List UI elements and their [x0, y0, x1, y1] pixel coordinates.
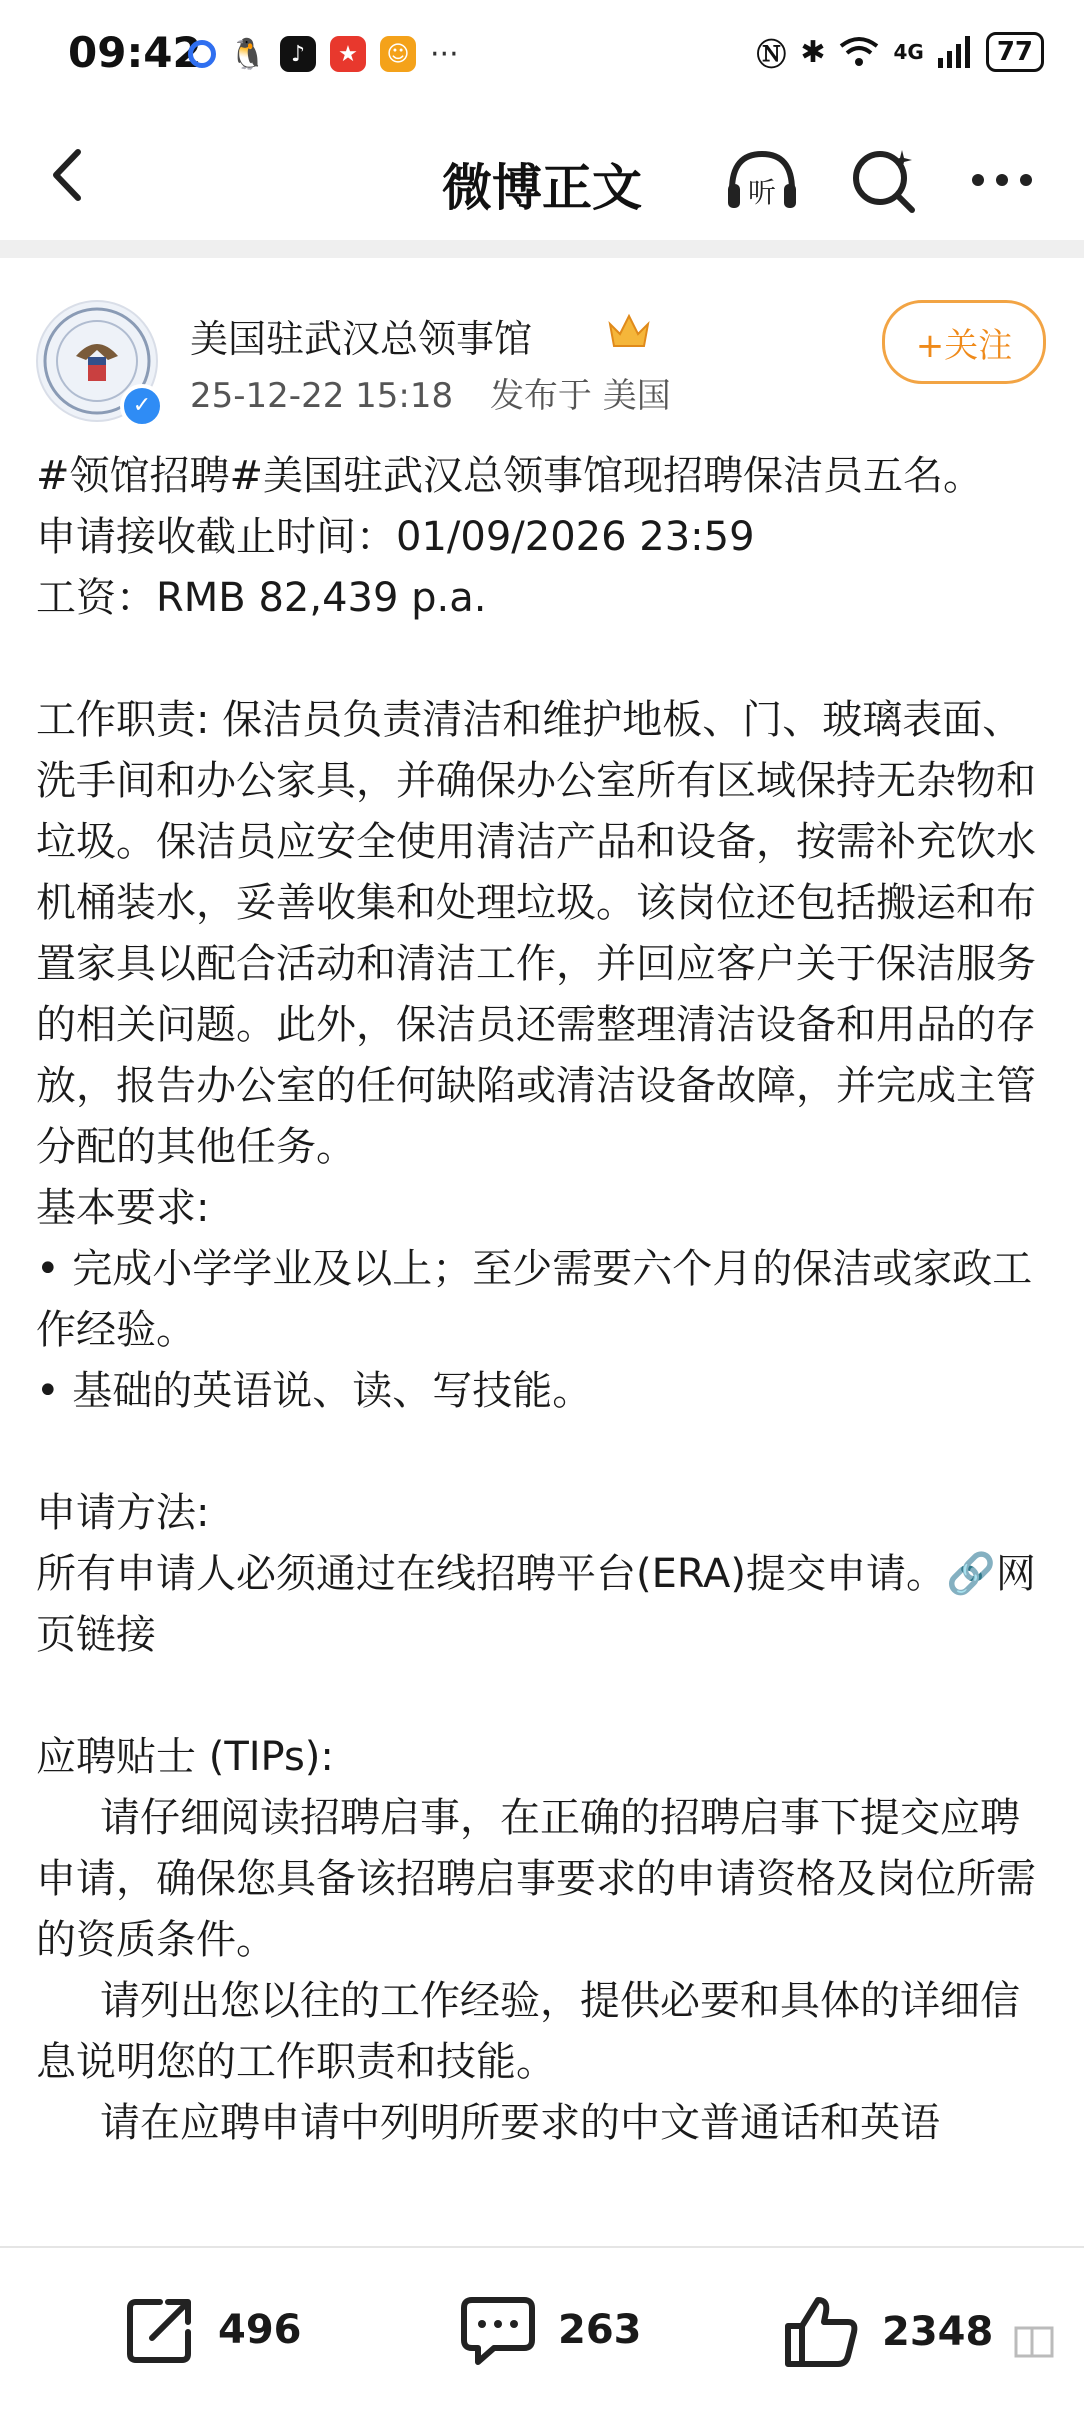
tip-item: 请列出您以往的工作经验，提供必要和具体的详细信息说明您的工作职责和技能。 — [36, 1978, 1020, 2085]
circle-app-icon — [188, 40, 216, 68]
like-count: 2348 — [882, 2309, 994, 2355]
post-meta — [190, 368, 697, 417]
section-divider — [0, 240, 1084, 258]
wifi-icon — [839, 36, 879, 68]
requirements-title: 基本要求: — [36, 1185, 210, 1231]
requirement-item: • 完成小学学业及以上；至少需要六个月的保洁或家政工作经验。 — [36, 1246, 1033, 1353]
bottom-action-bar — [0, 2246, 1084, 2414]
more-options-icon[interactable] — [962, 140, 1042, 220]
orange-app-icon: ☺ — [380, 36, 416, 72]
author-name[interactable]: 美国驻武汉总领事馆 — [190, 317, 533, 361]
red-app-icon: ★ — [330, 36, 366, 72]
bluetooth-icon: ✱ — [800, 34, 826, 70]
salary-text: 工资：RMB 82,439 p.a. — [36, 575, 487, 621]
link-icon: 🔗 — [946, 1551, 996, 1597]
verified-badge-icon: ✓ — [120, 384, 164, 428]
listen-icon[interactable] — [722, 140, 802, 220]
post-date: 25-12-22 15:18 — [190, 376, 454, 416]
duties-text: 工作职责: 保洁员负责清洁和维护地板、门、玻璃表面、洗手间和办公家具，并确保办公室所有区域保持无杂物和垃圾。保洁员应安全使用清洁产品和设备，按需补充饮水机桶装水，妥善收集和处理垃圾。该岗位还包括搬运和布置家具以配合活动和清洁工作，并回应客户关于保洁服务的相关问题。此外，保洁员还需整理清洁设备和用品的存放，报告办公室的任何缺陷或清洁设备故障，并完成主管分配的其他任务。 — [36, 697, 1036, 1170]
status-right — [756, 30, 1044, 74]
tiktok-icon: ♪ — [280, 36, 316, 72]
share-button[interactable] — [122, 2292, 302, 2368]
tip-item: 请仔细阅读招聘启事，在正确的招聘启事下提交应聘申请，确保您具备该招聘启事要求的申请资格及岗位所需的资质条件。 — [36, 1795, 1036, 1963]
share-icon — [122, 2292, 198, 2368]
listen-label: 听 — [747, 176, 777, 209]
apply-text — [36, 1544, 1046, 1666]
deadline-text: 申请接收截止时间：01/09/2026 23:59 — [36, 514, 755, 560]
post-location: 发布于 美国 — [489, 376, 671, 416]
author-row — [36, 300, 1046, 430]
web-link-label: 网页链接 — [36, 1551, 1036, 1658]
follow-button[interactable]: +关注 — [882, 300, 1046, 384]
vip-crown-icon — [606, 310, 652, 352]
apply-description: 所有申请人必须通过在线招聘平台(ERA)提交申请。 — [36, 1551, 947, 1597]
battery-indicator: 77 — [986, 32, 1044, 72]
notification-icons — [188, 36, 459, 72]
post-content — [36, 446, 1046, 2246]
share-count: 496 — [218, 2307, 302, 2353]
page-title: 微博正文 — [442, 159, 642, 217]
nfc-icon: Ⓝ — [756, 38, 787, 73]
network-type: 4G — [893, 40, 924, 64]
thumbs-up-icon — [782, 2292, 862, 2372]
tips-title: 应聘贴士 (TIPs): — [36, 1734, 334, 1780]
status-bar — [0, 0, 1084, 110]
apply-title: 申请方法: — [36, 1490, 210, 1536]
more-notifications-dots: ··· — [430, 36, 459, 72]
like-button[interactable] — [782, 2292, 993, 2372]
search-icon[interactable] — [844, 140, 924, 220]
requirement-item: • 基础的英语说、读、写技能。 — [36, 1368, 593, 1414]
comment-count: 263 — [558, 2307, 642, 2353]
comment-icon — [458, 2292, 538, 2368]
tip-item: 请在应聘申请中列明所要求的中文普通话和英语 — [100, 2100, 940, 2146]
qq-icon: 🐧 — [229, 36, 267, 72]
top-nav-bar — [0, 110, 1084, 240]
gesture-bar-icon — [1010, 2322, 1058, 2362]
signal-icon — [938, 36, 972, 68]
comment-button[interactable] — [458, 2292, 642, 2368]
post-headline: #领馆招聘#美国驻武汉总领事馆现招聘保洁员五名。 — [36, 453, 984, 499]
status-time: 09:42 — [68, 28, 202, 77]
